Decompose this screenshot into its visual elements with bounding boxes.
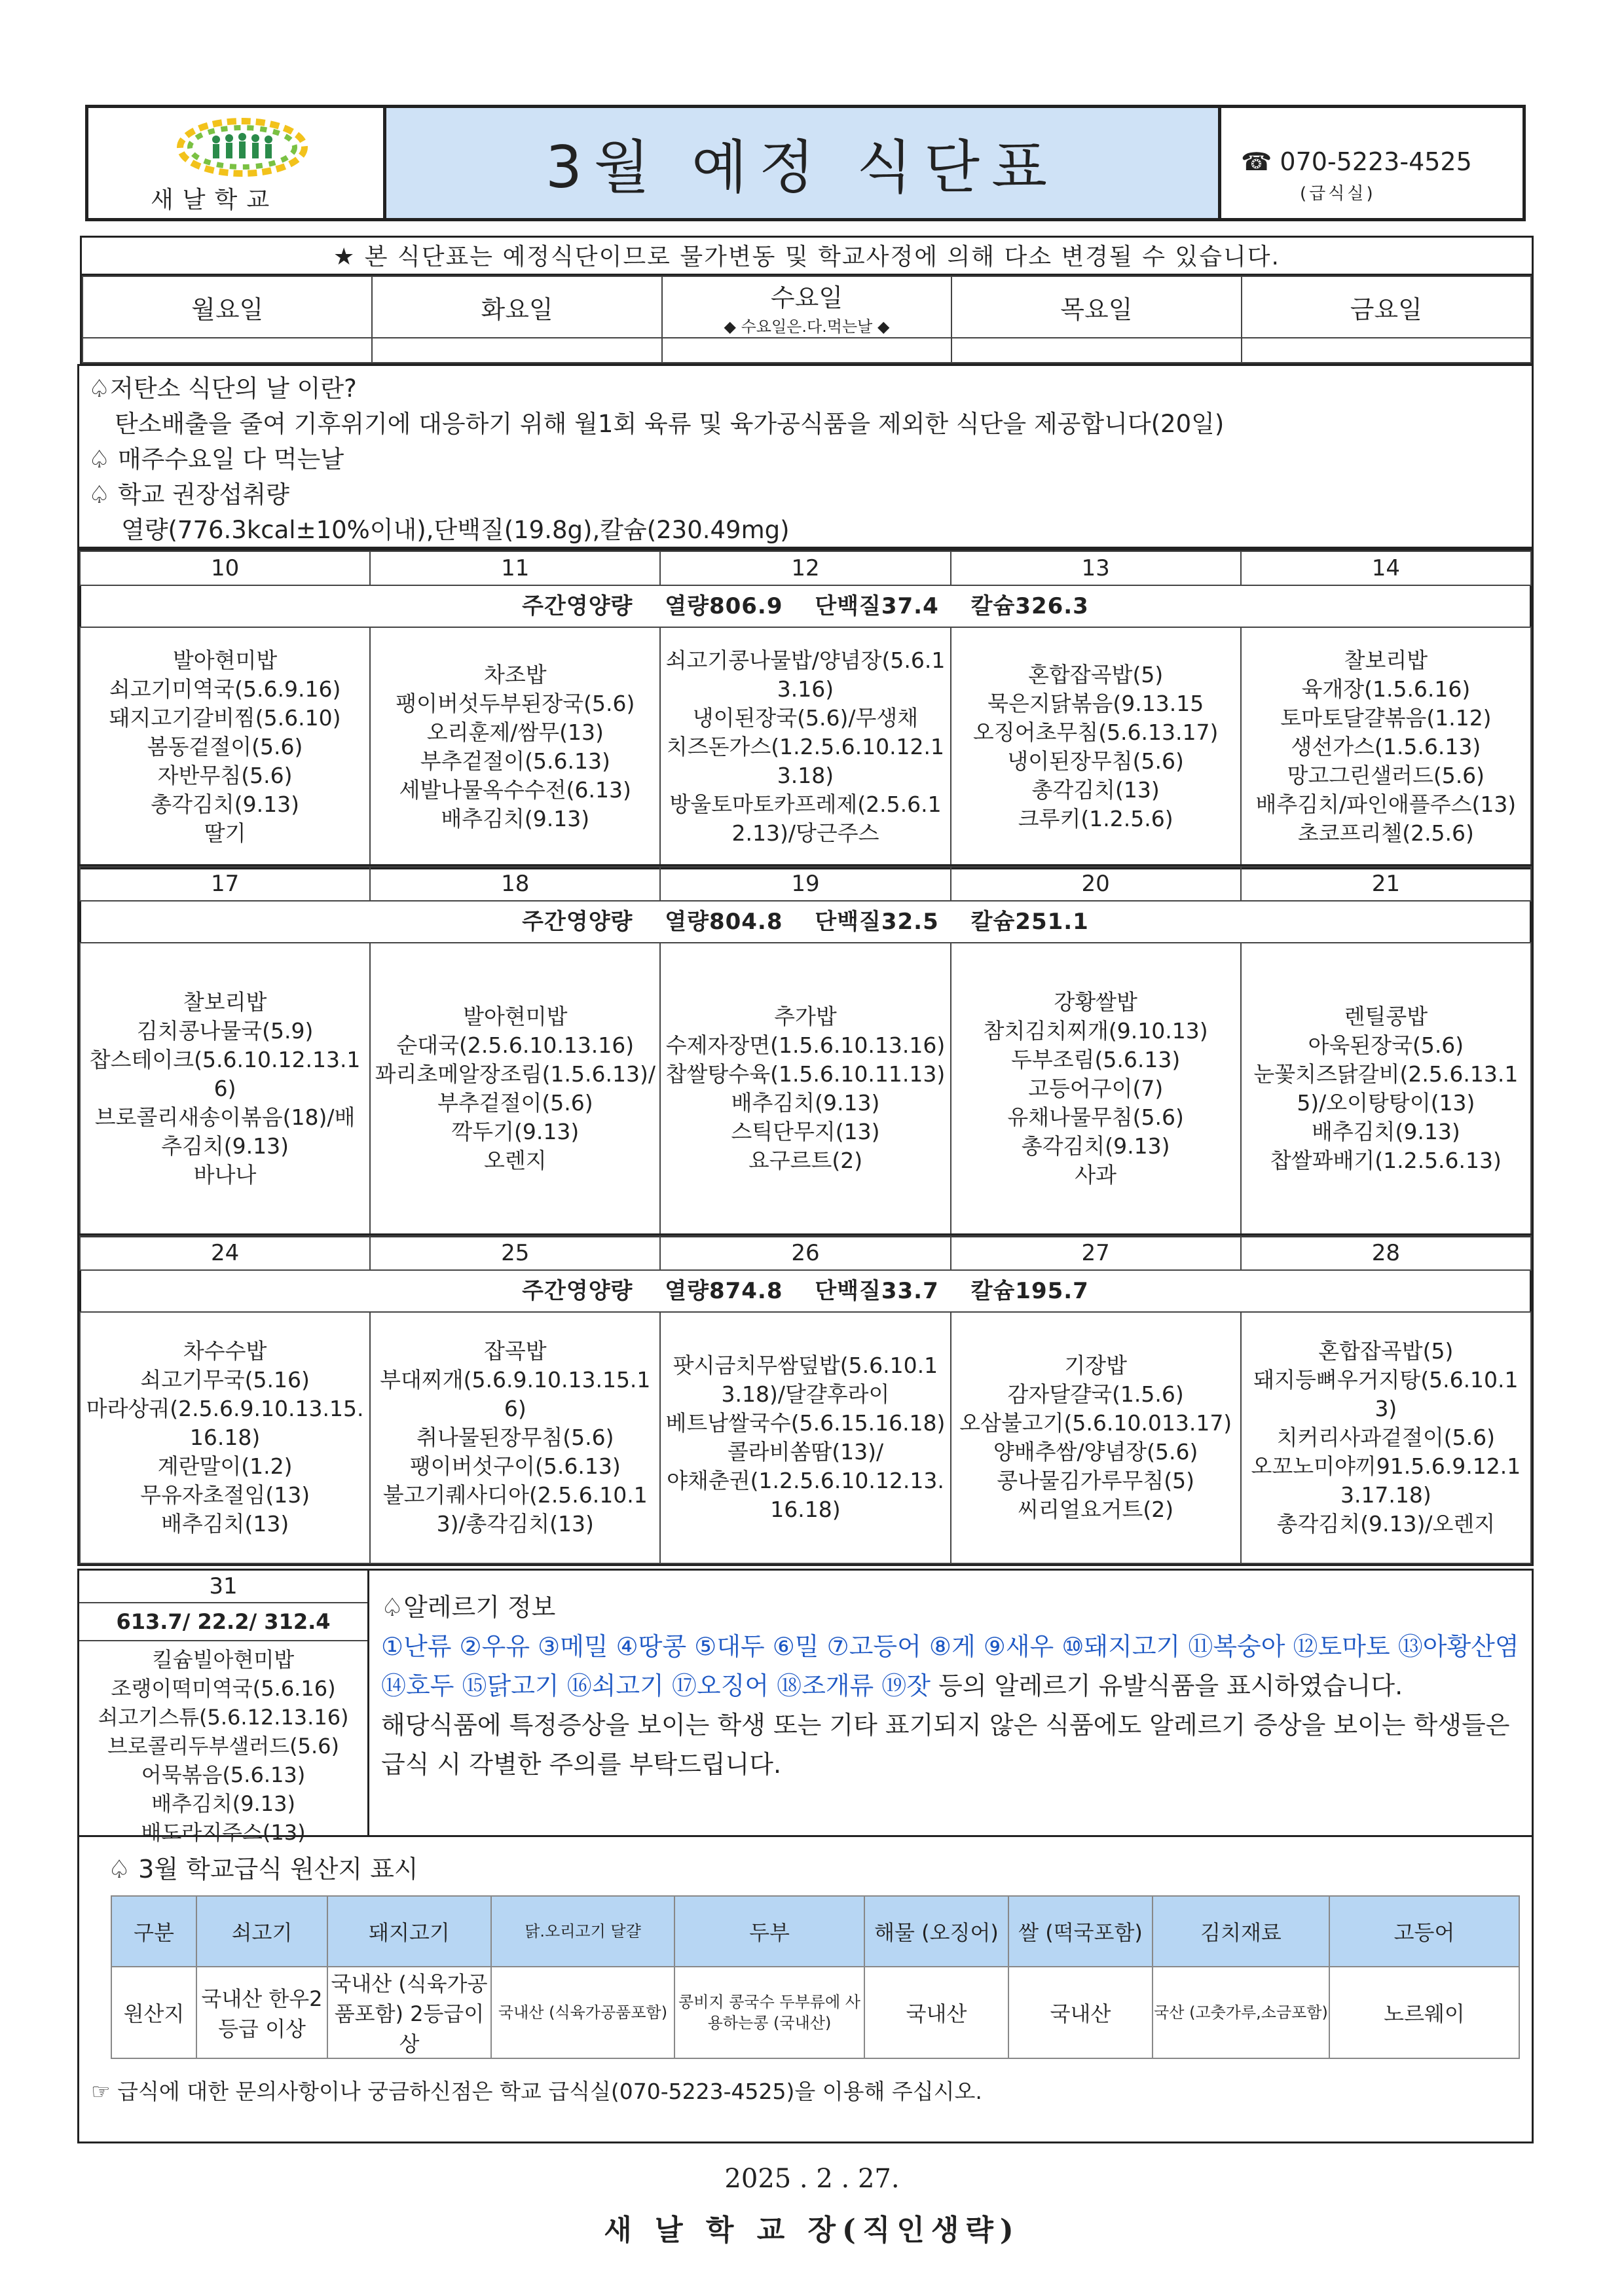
- menu-item: 무유자초절임(13): [140, 1482, 310, 1508]
- day-header: [80, 274, 1534, 365]
- menu-cell: [660, 1312, 950, 1563]
- info-box: [77, 364, 1534, 549]
- menu-item: 생선가스(1.5.6.13): [1291, 734, 1481, 759]
- origin-value: 노르웨이: [1329, 1967, 1519, 2058]
- menu-cell: [370, 627, 660, 867]
- menu-item: 쇠고기콩나물밥/양념장(5.6.13.16): [665, 647, 946, 702]
- last-day-date: 31: [79, 1571, 367, 1603]
- origin-table: [111, 1895, 1520, 2059]
- date-cell: 19: [660, 867, 950, 901]
- menu-item: 크루키(1.2.5.6): [1018, 806, 1173, 831]
- menu-cell: [80, 943, 370, 1235]
- date-cell: 12: [660, 551, 950, 585]
- menu-item: 팟시금치무쌈덮밥(5.6.10.13.18)/달걀후라이: [673, 1353, 938, 1407]
- recommended-values: 열량(776.3kcal±10%이내),단백질(19.8g),칼슘(230.49mg): [121, 516, 790, 544]
- menu-item: 냉이된장국(5.6)/무생채: [692, 705, 919, 731]
- menu-item: 배추김치(13): [160, 1511, 289, 1537]
- menu-cell: [1241, 1312, 1531, 1563]
- date-cell: 28: [1241, 1236, 1531, 1270]
- menu-cell: [660, 627, 950, 867]
- nutrition-calcium: 칼슘326.3: [970, 593, 1089, 619]
- menu-item: 총각김치(9.13): [151, 792, 299, 817]
- menu-item: 조랭이떡미역국(5.6.16): [111, 1676, 336, 1701]
- menu-item: 고등어구이(7): [1028, 1076, 1164, 1101]
- phone-number: ☎ 070-5223-4525: [1241, 147, 1472, 176]
- date-cell: 18: [370, 867, 660, 901]
- menu-item: 추가밥: [774, 1004, 837, 1029]
- origin-header: 두부: [674, 1896, 864, 1967]
- menu-item: 육개장(1.5.6.16): [1301, 676, 1471, 702]
- origin-value: 국내산 한우2등급 이상: [196, 1967, 327, 2058]
- nutrition-protein: 단백질32.5: [815, 909, 939, 935]
- origin-value: 원산지: [111, 1967, 196, 2058]
- phone-label: (급식실): [1300, 184, 1376, 204]
- allergy-section: [77, 1569, 1534, 1845]
- menu-cell: [951, 1312, 1241, 1563]
- last-day-cell: [79, 1571, 369, 1845]
- nutrition-energy: 열량806.9: [665, 593, 783, 619]
- nutrition-protein: 단백질37.4: [815, 593, 939, 619]
- origin-header: 닭.오리고기 달걀: [491, 1896, 674, 1967]
- menu-item: 쇠고기무국(5.16): [140, 1367, 310, 1393]
- menu-item: 킬슘빌아현미밥: [152, 1647, 295, 1672]
- nutrition-energy: 열량874.8: [665, 1278, 783, 1304]
- origin-title: ♤ 3월 학교급식 원산지 표시: [108, 1855, 418, 1884]
- menu-item: 차수수밥: [183, 1338, 267, 1364]
- menu-item: 오리훈제/쌈무(13): [426, 720, 604, 745]
- menu-item: 쇠고기스튜(5.6.12.13.16): [98, 1705, 349, 1730]
- wednesday-note: ♤ 매주수요일 다 먹는날: [88, 445, 344, 473]
- menu-item: 딸기: [204, 820, 246, 846]
- menu-item: 아욱된장국(5.6): [1308, 1032, 1464, 1058]
- menu-item: 마라상궈(2.5.6.9.10.13.15.16.18): [86, 1396, 364, 1450]
- menu-item: 잡곡밥: [483, 1338, 547, 1364]
- issue-date: 2025 . 2 . 27.: [724, 2164, 900, 2194]
- origin-value: 국내산: [864, 1967, 1008, 2058]
- menu-item: 불고기퀘사디아(2.5.6.10.13)/총각김치(13): [382, 1482, 648, 1537]
- allergy-info: [369, 1571, 1532, 1835]
- menu-item: 어묵볶음(5.6.13): [141, 1762, 306, 1787]
- origin-header: 쌀 (떡국포함): [1008, 1896, 1153, 1967]
- menu-item: 바나나: [193, 1162, 257, 1188]
- menu-item: 배도라지주스(13): [141, 1820, 306, 1845]
- menu-item: 오렌지: [483, 1148, 547, 1173]
- menu-item: 스틱단무지(13): [731, 1119, 880, 1144]
- nutrition-label: 주간영양량: [522, 1278, 633, 1304]
- menu-item: 묵은지닭볶음(9.13.15: [987, 691, 1204, 716]
- menu-item: 혼합잡곡밥(5): [1028, 662, 1164, 687]
- origin-value: 콩비지 콩국수 두부류에 사용하는콩 (국내산): [674, 1967, 864, 2058]
- menu-item: 쇠고기미역국(5.6.9.16): [109, 676, 341, 702]
- date-cell: 27: [951, 1236, 1241, 1270]
- menu-item: 총각김치(9.13): [1021, 1133, 1170, 1159]
- week-3: [77, 1233, 1534, 1566]
- menu-item: 두부조림(5.6.13): [1011, 1047, 1181, 1072]
- menu-item: 망고그린샐러드(5.6): [1287, 763, 1485, 788]
- signature: 새 날 학 교 장(직인생략): [604, 2214, 1020, 2247]
- date-cell: 17: [80, 867, 370, 901]
- menu-item: 오징어초무침(5.6.13.17): [972, 720, 1219, 745]
- menu-cell: [951, 627, 1241, 867]
- menu-item: 배추김치(9.13): [441, 806, 590, 831]
- nutrition-protein: 단백질33.7: [815, 1278, 939, 1304]
- menu-item: 참치김치찌개(9.10.13): [983, 1018, 1208, 1044]
- inquiry-note: ☞ 급식에 대한 문의사항이나 궁금하신점은 학교 급식실(070-5223-4525)을 이용해 주십시오.: [91, 2079, 982, 2104]
- menu-cell: [80, 627, 370, 867]
- menu-item: 부대찌개(5.6.9.10.13.15.16): [380, 1367, 651, 1421]
- allergen-list-2-suffix: 등의 알레르기 유발식품을 표시하였습니다.: [931, 1671, 1403, 1700]
- origin-value: 국내산: [1008, 1967, 1153, 2058]
- menu-item: 총각김치(9.13)/오렌지: [1276, 1511, 1496, 1537]
- menu-item: 치즈돈가스(1.2.5.6.10.12.13.18): [666, 734, 945, 788]
- week-2: [77, 864, 1534, 1237]
- menu-item: 브로콜리두부샐러드(5.6): [107, 1734, 340, 1758]
- nutrition-label: 주간영양량: [522, 909, 633, 935]
- date-cell: 10: [80, 551, 370, 585]
- low-carbon-title: ♤저탄소 식단의 날 이란?: [88, 374, 357, 403]
- menu-cell: [660, 943, 950, 1235]
- menu-item: 배추김치(9.13): [151, 1791, 295, 1816]
- menu-cell: [951, 943, 1241, 1235]
- menu-item: 요구르트(2): [748, 1148, 863, 1173]
- menu-item: 김치콩나물국(5.9): [136, 1018, 314, 1044]
- date-cell: 14: [1241, 551, 1531, 585]
- weekly-nutrition: [79, 586, 1532, 627]
- menu-item: 토마토달걀볶음(1.12): [1280, 705, 1492, 731]
- menu-item: 브로콜리새송이볶음(18)/배추김치(9.13): [94, 1104, 356, 1159]
- origin-section: [77, 1837, 1534, 2143]
- allergen-list-1: ①난류 ②우유 ③메밀 ④땅콩 ⑤대두 ⑥밀 ⑦고등어 ⑧게 ⑨새우 ⑩돼지고기 ⑪복숭아 ⑫토마토 ⑬아황산염: [381, 1632, 1519, 1661]
- origin-value: 국내산 (식육가공품포함) 2등급이상: [327, 1967, 491, 2058]
- menu-item: 콩나물김가루무침(5): [997, 1468, 1195, 1493]
- menu-item: 돼지등뼈우거지탕(5.6.10.13): [1253, 1367, 1519, 1421]
- menu-item: 계란말이(1.2): [157, 1453, 293, 1479]
- menu-item: 배추김치/파인애플주스(13): [1255, 792, 1517, 817]
- origin-header: 쇠고기: [196, 1896, 327, 1967]
- menu-item: 세발나물옥수수전(6.13): [399, 777, 631, 803]
- origin-header: 돼지고기: [327, 1896, 491, 1967]
- weekly-nutrition: [79, 1271, 1532, 1311]
- nutrition-label: 주간영양량: [522, 593, 633, 619]
- menu-item: 오꼬노미야끼91.5.6.9.12.13.17.18): [1251, 1453, 1521, 1508]
- nutrition-calcium: 칼슘251.1: [970, 909, 1089, 935]
- allergy-warning-1: 해당식품에 특정증상을 보이는 학생 또는 기타 표기되지 않은 식품에도 알레르기 증상을 보이는 학생들은: [381, 1711, 1510, 1740]
- menu-item: 찰보리밥: [183, 989, 267, 1015]
- menu-item: 돼지고기갈비찜(5.6.10): [109, 705, 341, 731]
- school-name: 새날학교: [151, 187, 279, 213]
- menu-item: 야채춘권(1.2.5.6.10.12.13.16.18): [667, 1468, 944, 1522]
- date-cell: 20: [951, 867, 1241, 901]
- menu-item: 감자달걀국(1.5.6): [1007, 1381, 1184, 1407]
- menu-item: 발아현미밥: [172, 647, 278, 673]
- day-wednesday-label: 수요일: [770, 283, 843, 312]
- day-wednesday: [662, 276, 951, 338]
- menu-item: 총각김치(13): [1031, 777, 1160, 803]
- menu-item: 차조밥: [483, 662, 547, 687]
- menu-item: 냉이된장무침(5.6): [1007, 748, 1184, 774]
- menu-cell: [370, 943, 660, 1235]
- menu-item: 씨리얼요거트(2): [1018, 1497, 1174, 1522]
- page-title: 3월 예정 식단표: [386, 108, 1221, 218]
- menu-item: 깍두기(9.13): [451, 1119, 580, 1144]
- menu-item: 팽이버섯구이(5.6.13): [409, 1453, 621, 1479]
- menu-cell: [1241, 943, 1531, 1235]
- menu-item: 봄동겉절이(5.6): [147, 734, 303, 759]
- contact: [1221, 108, 1522, 218]
- nutrition-calcium: 칼슘195.7: [970, 1278, 1089, 1304]
- date-cell: 24: [80, 1236, 370, 1270]
- date-cell: 11: [370, 551, 660, 585]
- origin-value: 국내산 (식육가공품포함): [491, 1967, 674, 2058]
- date-cell: 13: [951, 551, 1241, 585]
- menu-item: 배추김치(9.13): [731, 1090, 880, 1116]
- menu-item: 사과: [1075, 1162, 1117, 1188]
- day-friday: 금요일: [1242, 276, 1531, 338]
- menu-item: 순대국(2.5.6.10.13.16): [396, 1032, 635, 1058]
- menu-item: 초코프리첼(2.5.6): [1297, 820, 1474, 846]
- allergy-title: ♤알레르기 정보: [381, 1593, 556, 1622]
- header: [85, 105, 1526, 221]
- menu-item: 유채나물무침(5.6): [1007, 1104, 1184, 1130]
- menu-item: 자반무침(5.6): [157, 763, 293, 788]
- menu-item: 찰보리밥: [1344, 647, 1428, 673]
- date-cell: 25: [370, 1236, 660, 1270]
- date-cell: 21: [1241, 867, 1531, 901]
- menu-item: 오삼불고기(5.6.10.013.17): [959, 1410, 1232, 1436]
- menu-item: 수제자장면(1.5.6.10.13.16): [665, 1032, 946, 1058]
- menu-item: 방울토마토카프레제(2.5.6.12.13)/당근주스: [669, 792, 942, 846]
- origin-value: 국산 (고춧가루,소금포함): [1153, 1967, 1329, 2058]
- allergy-warning-2: 급식 시 각별한 주의를 부탁드립니다.: [381, 1750, 782, 1779]
- menu-item: 기장밥: [1064, 1353, 1127, 1378]
- menu-item: 찹쌀꽈배기(1.2.5.6.13): [1270, 1148, 1502, 1173]
- menu-item: 부추겉절이(5.6.13): [420, 748, 610, 774]
- menu-item: 베트남쌀국수(5.6.15.16.18): [665, 1410, 946, 1436]
- menu-item: 콜라비쏨땀(13)/: [727, 1439, 884, 1465]
- menu-item: 렌틸콩밥: [1344, 1004, 1428, 1029]
- week-1: [77, 549, 1534, 869]
- origin-header: 김치재료: [1153, 1896, 1329, 1967]
- menu-item: 혼합잡곡밥(5): [1318, 1338, 1454, 1364]
- school-logo-icon: [88, 108, 383, 180]
- day-thursday: 목요일: [951, 276, 1241, 338]
- menu-item: 찹스테이크(5.6.10.12.13.16): [89, 1047, 361, 1101]
- menu-item: 발아현미밥: [463, 1004, 568, 1029]
- origin-header: 해물 (오징어): [864, 1896, 1008, 1967]
- allergen-list-2-items: ⑭호두 ⑮닭고기 ⑯쇠고기 ⑰오징어 ⑱조개류 ⑲잣: [381, 1671, 931, 1700]
- origin-header: 구분: [111, 1896, 196, 1967]
- menu-item: 치커리사과겉절이(5.6): [1276, 1425, 1495, 1450]
- origin-header: 고등어: [1329, 1896, 1519, 1967]
- day-wednesday-sub: ◆ 수요일은.다.먹는날 ◆: [724, 318, 890, 336]
- menu-item: 찹쌀탕수육(1.5.6.10.11.13): [665, 1061, 946, 1087]
- menu-item: 양배추쌈/양념장(5.6): [993, 1439, 1198, 1465]
- date-cell: 26: [660, 1236, 950, 1270]
- school-logo: [88, 108, 386, 218]
- recommended-title: ♤ 학교 권장섭취량: [88, 481, 289, 509]
- menu-item: 꽈리초메알장조림(1.5.6.13)/부추겉절이(5.6): [375, 1061, 655, 1116]
- last-day-menu: [79, 1641, 367, 1847]
- last-day-nutrition: 613.7/ 22.2/ 312.4: [79, 1603, 367, 1641]
- menu-item: 눈꽃치즈닭갈비(2.5.6.13.15)/오이탕탕이(13): [1253, 1061, 1519, 1116]
- allergen-list-2: [381, 1666, 1532, 1705]
- menu-item: 취나물된장무침(5.6): [416, 1425, 614, 1450]
- menu-cell: [80, 1312, 370, 1563]
- low-carbon-desc: 탄소배출을 줄여 기후위기에 대응하기 위해 월1회 육류 및 육가공식품을 제외한 식단을 제공합니다(20일): [115, 410, 1225, 438]
- nutrition-energy: 열량804.8: [665, 909, 783, 935]
- menu-item: 배추김치(9.13): [1312, 1119, 1460, 1144]
- menu-item: 강황쌀밥: [1054, 989, 1137, 1015]
- menu-cell: [1241, 627, 1531, 867]
- weekly-nutrition: [79, 902, 1532, 942]
- day-tuesday: 화요일: [372, 276, 661, 338]
- menu-item: 팽이버섯두부된장국(5.6): [396, 691, 635, 716]
- day-monday: 월요일: [83, 276, 372, 338]
- menu-cell: [370, 1312, 660, 1563]
- notice: ★ 본 식단표는 예정식단이므로 물가변동 및 학교사정에 의해 다소 변경될 수 있습니다.: [80, 236, 1534, 275]
